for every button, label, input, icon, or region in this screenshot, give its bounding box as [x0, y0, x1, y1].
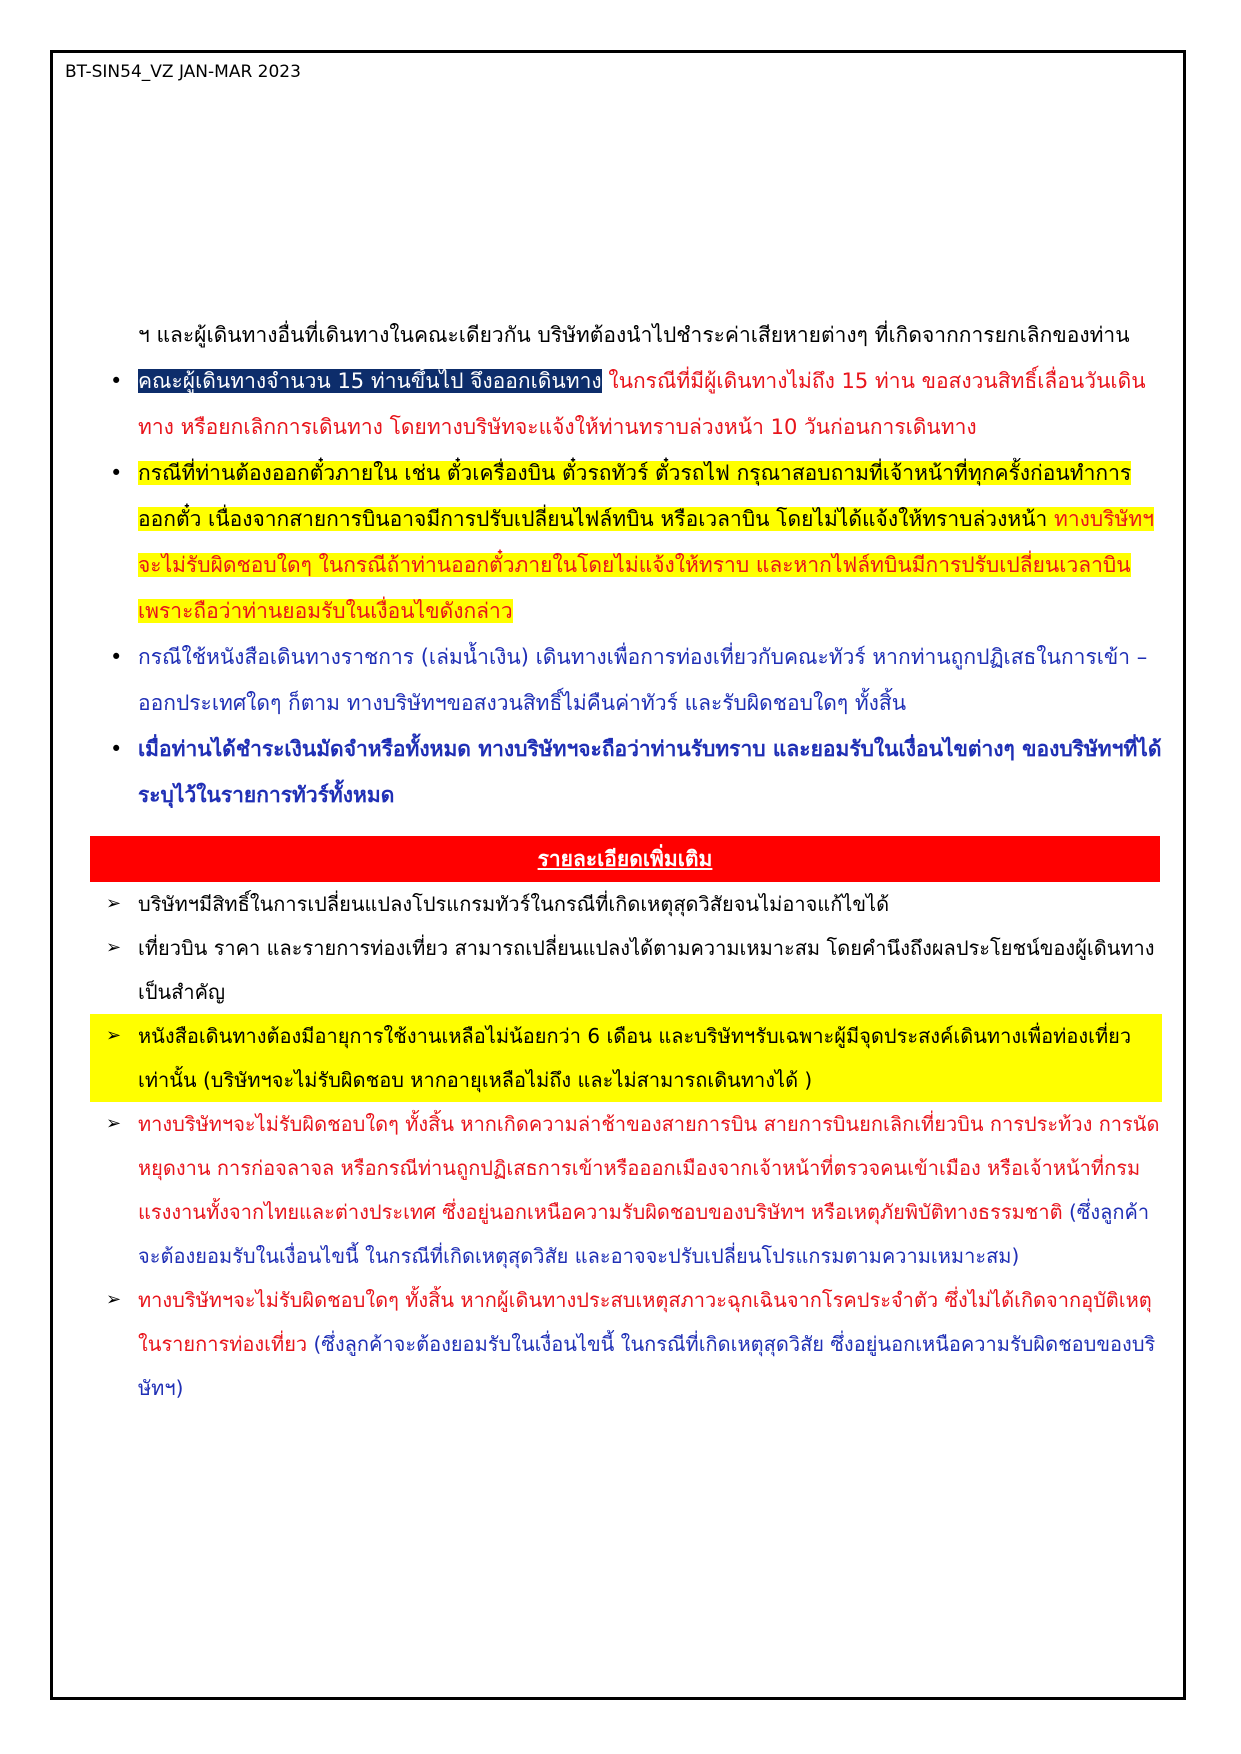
domestic-ticket-text: กรณีที่ท่านต้องออกตั๋วภายใน เช่น ตั๋วเครื่องบิน ตั๋วรถทัวร์ ตั๋วรถไฟ กรุณาสอบถามที่เจ้าหน้าที่ทุกครั้งก่อนทำการออกตั๋ว เนื่องจากสายการบินอาจมีการปรับเปลี่ยนไฟล์ทบิน หรือเวลาบิน โดยไม่ได้แจ้งให้ทราบล่วงหน้า	[138, 461, 1132, 531]
official-passport-text: กรณีใช้หนังสือเดินทางราชการ (เล่มน้ำเงิน) เดินทางเพื่อการท่องเที่ยวกับคณะทัวร์ หากท่านถูกปฏิเสธในการเข้า – ออกประเทศใดๆ ก็ตาม ทางบริษัทฯขอสงวนสิทธิ์ไม่คืนค่าทัวร์ และรับผิดชอบใดๆ ทั้งสิ้น	[138, 645, 1148, 715]
detail-text: เที่ยวบิน ราคา และรายการท่องเที่ยว สามารถเปลี่ยนแปลงได้ตามความเหมาะสม โดยคำนึงถึงผลประโยชน์ของผู้เดินทางเป็นสำคัญ	[138, 936, 1155, 1004]
domestic-ticket-disclaimer: ทางบริษัทฯจะไม่รับผิดชอบใดๆ ในกรณีถ้าท่านออกตั๋วภายในโดยไม่แจ้งให้ทราบ และหากไฟล์ทบินมีการปรับเปลี่ยนเวลาบิน เพราะถือว่าท่านยอมรับในเงื่อนไขดังกล่าว	[138, 507, 1155, 623]
list-item	[100, 926, 1162, 1014]
conditions-list	[100, 358, 1162, 818]
arrow-bullet-icon: ➢	[106, 1289, 122, 1310]
arrow-bullet-icon: ➢	[106, 937, 122, 958]
detail-text: บริษัทฯมีสิทธิ์ในการเปลี่ยนแปลงโปรแกรมทัวร์ในกรณีที่เกิดเหตุสุดวิสัยจนไม่อาจแก้ไขได้	[138, 892, 890, 916]
arrow-bullet-icon: ➢	[106, 893, 122, 914]
list-item	[100, 882, 1162, 926]
medical-disclaimer-text: ทางบริษัทฯจะไม่รับผิดชอบใดๆ ทั้งสิ้น หากผู้เดินทางประสบเหตุสภาวะฉุกเฉินจากโรคประจำตัว ซึ่งไม่ได้เกิดจากอุบัติเหตุในรายการท่องเที่ยว	[138, 1288, 1152, 1356]
bullet-icon: •	[110, 645, 123, 669]
arrow-bullet-icon: ➢	[106, 1113, 122, 1134]
bullet-icon: •	[110, 369, 123, 393]
bullet-icon: •	[110, 737, 123, 761]
min-participants-highlight: คณะผู้เดินทางจำนวน 15 ท่านขึ้นไป จึงออกเดินทาง	[138, 369, 602, 393]
list-item	[100, 450, 1162, 634]
min-participants-text: ในกรณีที่มีผู้เดินทางไม่ถึง 15 ท่าน ขอสงวนสิทธิ์เลื่อนวันเดินทาง หรือยกเลิกการเดินทาง โดยทางบริษัทจะแจ้งให้ท่านทราบล่วงหน้า 10 วันก่อนการเดินทาง	[138, 369, 1146, 439]
list-item	[90, 1014, 1162, 1102]
document-content	[100, 312, 1162, 1410]
section-title: รายละเอียดเพิ่มเติม	[537, 847, 713, 871]
intro-paragraph: ฯ และผู้เดินทางอื่นที่เดินทางในคณะเดียวกัน บริษัทต้องนำไปชำระค่าเสียหายต่างๆ ที่เกิดจากการยกเลิกของท่าน	[138, 323, 1130, 347]
liability-disclaimer-text: ทางบริษัทฯจะไม่รับผิดชอบใดๆ ทั้งสิ้น หากเกิดความล่าช้าของสายการบิน สายการบินยกเลิกเที่ยวบิน การประท้วง การนัดหยุดงาน การก่อจลาจล หรือกรณีท่านถูกปฏิเสธการเข้าหรือออกเมืองจากเจ้าหน้าที่ตรวจคนเข้าเมือง หรือเจ้าหน้าที่กรมแรงงานทั้งจากไทยและต่างประเทศ ซึ่งอยู่นอกเหนือความรับผิดชอบของบริษัทฯ หรือเหตุภัยพิบัติทางธรรมชาติ	[138, 1112, 1160, 1224]
list-item	[100, 358, 1162, 450]
liability-note-text: (ซึ่งลูกค้าจะต้องยอมรับในเงื่อนไขนี้ ในกรณีที่เกิดเหตุสุดวิสัย และอาจจะปรับเปลี่ยนโปรแกรมตามความเหมาะสม)	[138, 1200, 1150, 1268]
section-header-band	[90, 836, 1160, 882]
document-code: BT-SIN54_VZ JAN-MAR 2023	[65, 62, 301, 82]
details-list	[100, 882, 1162, 1410]
list-item	[100, 634, 1162, 726]
list-item	[100, 1102, 1162, 1278]
bullet-icon: •	[110, 461, 123, 485]
arrow-bullet-icon: ➢	[106, 1025, 122, 1046]
list-item	[100, 726, 1162, 818]
list-item	[100, 1278, 1162, 1410]
payment-acceptance-text: เมื่อท่านได้ชำระเงินมัดจำหรือทั้งหมด ทางบริษัทฯจะถือว่าท่านรับทราบ และยอมรับในเงื่อนไขต่างๆ ของบริษัทฯที่ได้ระบุไว้ในรายการทัวร์ทั้งหมด	[138, 737, 1162, 807]
passport-validity-text: หนังสือเดินทางต้องมีอายุการใช้งานเหลือไม่น้อยกว่า 6 เดือน และบริษัทฯรับเฉพาะผู้มีจุดประสงค์เดินทางเพื่อท่องเที่ยวเท่านั้น (บริษัทฯจะไม่รับผิดชอบ หากอายุเหลือไม่ถึง และไม่สามารถเดินทางได้ )	[138, 1024, 1132, 1092]
medical-note-text: (ซึ่งลูกค้าจะต้องยอมรับในเงื่อนไขนี้ ในกรณีที่เกิดเหตุสุดวิสัย ซึ่งอยู่นอกเหนือความรับผิดชอบของบริษัทฯ)	[138, 1332, 1156, 1400]
